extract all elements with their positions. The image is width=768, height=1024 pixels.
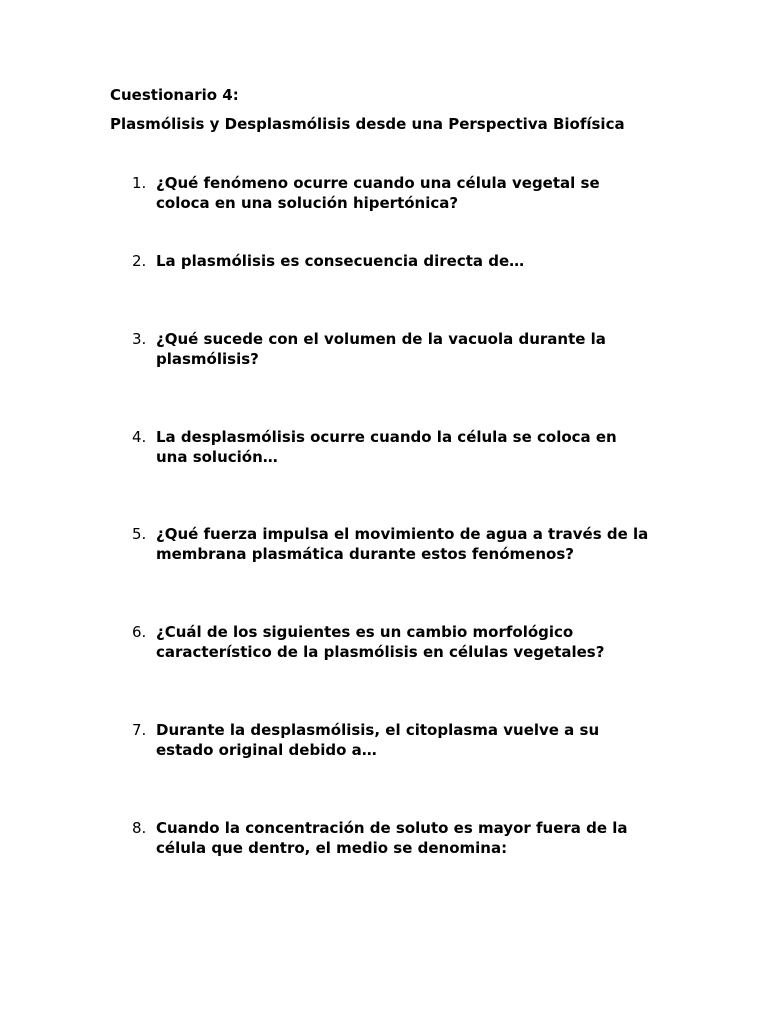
question-number: 2. [132, 252, 147, 270]
question-number: 7. [132, 721, 147, 739]
question-text: ¿Qué fuerza impulsa el movimiento de agua a través de la membrana plasmática durante estos fenómenos? [156, 525, 649, 563]
question-number: 6. [132, 623, 147, 641]
quiz-label: Cuestionario 4: [110, 86, 239, 104]
question-text: La plasmólisis es consecuencia directa de… [156, 252, 525, 270]
question-number: 5. [132, 525, 147, 543]
question-item [110, 525, 650, 564]
question-number: 3. [132, 330, 147, 348]
question-number: 8. [132, 819, 147, 837]
question-item [110, 623, 650, 662]
question-text: ¿Qué fenómeno ocurre cuando una célula vegetal se coloca en una solución hipertónica? [156, 174, 600, 212]
question-item [110, 252, 650, 272]
question-item [110, 174, 650, 213]
question-text: La desplasmólisis ocurre cuando la célula se coloca en una solución… [156, 428, 617, 466]
question-text: ¿Qué sucede con el volumen de la vacuola durante la plasmólisis? [156, 330, 606, 368]
question-item [110, 721, 650, 760]
question-text: Durante la desplasmólisis, el citoplasma vuelve a su estado original debido a… [156, 721, 600, 759]
question-text: ¿Cuál de los siguientes es un cambio morfológico característico de la plasmólisis en células vegetales? [156, 623, 605, 661]
question-number: 1. [132, 174, 147, 192]
question-item [110, 330, 650, 369]
question-text: Cuando la concentración de soluto es mayor fuera de la célula que dentro, el medio se denomina: [156, 819, 628, 857]
question-number: 4. [132, 428, 147, 446]
question-item [110, 428, 650, 467]
question-item [110, 819, 650, 858]
document-title: Plasmólisis y Desplasmólisis desde una Perspectiva Biofísica [110, 115, 625, 133]
